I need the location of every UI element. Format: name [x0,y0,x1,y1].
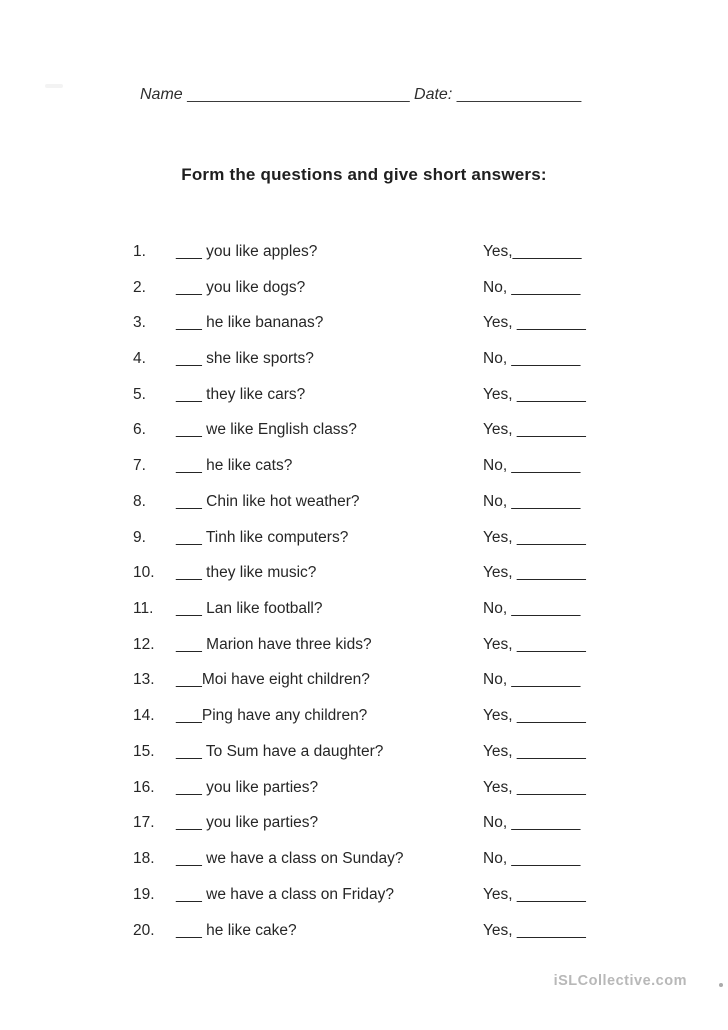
worksheet-row [0,413,728,449]
answer-text: No, ________ [483,492,581,510]
question-text: ___ we like English class? [176,421,357,439]
question-text: ___Ping have any children? [176,707,368,725]
name-label: Name [140,86,188,103]
question-text: ___ he like cake? [176,921,297,939]
worksheet-row [0,877,728,913]
worksheet-row [0,770,728,806]
watermark-text: iSLCollective.com [553,973,687,989]
question-text: ___ they like music? [176,564,317,582]
question-number: 13. [133,671,155,689]
worksheet-title: Form the questions and give short answers: [181,165,547,184]
answer-text: No, ________ [483,671,581,689]
answer-text: Yes, ________ [483,707,586,725]
answer-text: No, ________ [483,600,581,618]
answer-text: No, ________ [483,350,581,368]
worksheet-row [0,806,728,842]
question-number: 19. [133,885,155,903]
name-date-line [140,86,581,104]
question-number: 5. [133,385,146,403]
question-number: 7. [133,457,146,475]
worksheet-row [0,698,728,734]
question-number: 9. [133,528,146,546]
question-text: ___ you like apples? [176,242,318,260]
question-number: 1. [133,242,146,260]
question-text: ___ you like parties? [176,814,319,832]
answer-text: Yes, ________ [483,635,586,653]
question-number: 12. [133,635,155,653]
question-text: ___ Lan like football? [176,600,323,618]
date-blank-line: ______________ [456,86,582,103]
worksheet-row [0,484,728,520]
worksheet-row [0,341,728,377]
answer-text: Yes, ________ [483,528,586,546]
worksheet-row [0,305,728,341]
question-text: ___ you like parties? [176,778,319,796]
question-text: ___ he like bananas? [176,314,324,332]
question-text: ___ we have a class on Sunday? [176,850,404,868]
question-number: 8. [133,492,146,510]
question-number: 11. [133,600,154,618]
worksheet-row [0,734,728,770]
worksheet-row [0,555,728,591]
question-text: ___ he like cats? [176,457,293,475]
question-number: 4. [133,350,146,368]
question-number: 20. [133,921,155,939]
answer-text: Yes, ________ [483,885,586,903]
question-text: ___ she like sports? [176,350,314,368]
question-text: ___ To Sum have a daughter? [176,742,384,760]
worksheet-row [0,377,728,413]
question-text: ___Moi have eight children? [176,671,370,689]
answer-text: Yes, ________ [483,421,586,439]
worksheet-row [0,520,728,556]
question-number: 14. [133,707,155,725]
answer-text: Yes, ________ [483,742,586,760]
question-text: ___ Chin like hot weather? [176,492,360,510]
answer-text: Yes, ________ [483,314,586,332]
name-blank-line: _________________________ [187,86,415,103]
question-number: 2. [133,278,146,296]
question-number: 10. [133,564,155,582]
question-number: 3. [133,314,146,332]
answer-text: No, ________ [483,278,581,296]
worksheet-row [0,663,728,699]
answer-text: No, ________ [483,814,581,832]
answer-text: No, ________ [483,850,581,868]
scan-smudge [45,84,63,88]
worksheet-row [0,913,728,949]
question-number: 6. [133,421,146,439]
question-text: ___ you like dogs? [176,278,306,296]
question-text: ___ we have a class on Friday? [176,885,394,903]
answer-text: Yes, ________ [483,778,586,796]
question-number: 17. [133,814,155,832]
worksheet-row [0,627,728,663]
worksheet-row [0,448,728,484]
watermark-dot [719,983,723,987]
date-label: Date: [414,86,457,103]
questions-list [0,234,728,948]
worksheet-row [0,591,728,627]
worksheet-row [0,270,728,306]
answer-text: Yes, ________ [483,564,586,582]
worksheet-row [0,841,728,877]
answer-text: No, ________ [483,457,581,475]
question-number: 16. [133,778,155,796]
question-text: ___ they like cars? [176,385,306,403]
question-number: 18. [133,850,155,868]
question-number: 15. [133,742,155,760]
answer-text: Yes, ________ [483,385,586,403]
question-text: ___ Marion have three kids? [176,635,372,653]
answer-text: Yes,________ [483,242,582,260]
question-text: ___ Tinh like computers? [176,528,349,546]
worksheet-row [0,234,728,270]
answer-text: Yes, ________ [483,921,586,939]
